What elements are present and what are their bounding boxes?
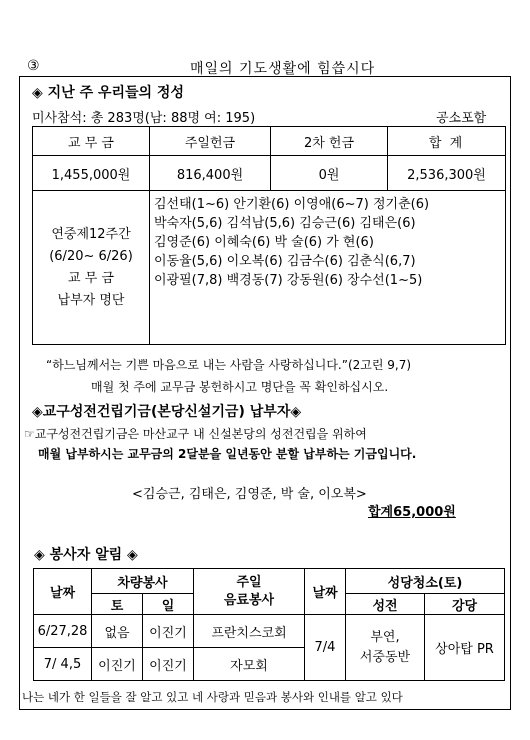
page-number: ③ — [27, 58, 40, 74]
col-drink-line2: 음료봉사 — [223, 592, 275, 608]
payer-names-line: 이광필(7,8) 백경동(7) 강동원(6) 장수선(1~5) — [154, 273, 423, 288]
payment-reminder: 매월 첫 주에 교무금 봉헌하시고 명단을 꼭 확인하십시오. — [91, 380, 389, 394]
attendance-note: 공소포함 — [436, 111, 487, 126]
volunteer-heading: ◈ 봉사자 알림 ◈ — [34, 547, 138, 563]
page-title: 매일의 기도생활에 힘씁시다 — [190, 61, 376, 77]
scripture-quote: “하느님께서는 기쁜 마음으로 내는 사람을 사랑하십니다.”(2고린 9,7) — [46, 358, 412, 372]
col-cleaning: 성당청소(토) — [346, 569, 505, 594]
col-sanctuary: 성전 — [346, 594, 425, 615]
cleaning-sanctuary — [346, 615, 425, 681]
attendance-text: 미사참석: 총 283명(남: 88명 여: 195) — [32, 111, 256, 126]
payer-names-line: 이동율(5,6) 이오복(6) 김금수(6) 김춘식(6,7) — [154, 254, 416, 269]
building-fund-desc-2: 매월 납부하시는 교무금의 2달분을 일년동안 분할 납부하는 기금입니다. — [38, 447, 417, 461]
payer-names-line: 박숙자(5,6) 김석남(5,6) 김승근(6) 김태은(6) — [154, 216, 416, 231]
col-saturday: 토 — [92, 594, 143, 615]
col-hall: 강당 — [425, 594, 505, 615]
cleaning-sanctuary-line2: 서중동반 — [359, 649, 411, 665]
offering-table — [32, 126, 506, 345]
row2-drink: 자모회 — [194, 648, 305, 681]
row1-date: 6/27,28 — [34, 615, 92, 648]
period-range: (6/20~ 6/26) — [49, 248, 133, 264]
row2-sunday: 이진기 — [143, 648, 194, 681]
payer-names-line: 김선태(1~6) 안기환(6) 이영애(6~7) 정기춘(6) — [154, 197, 430, 212]
footer-verse: 나는 네가 한 일들을 잘 알고 있고 네 사랑과 믿음과 봉사와 인내를 알고 있다 — [22, 690, 403, 704]
building-fund-heading: ◈교구성전건립기금(본당신설기금) 납부자◈ — [32, 404, 302, 420]
col-header-second: 2차 헌금 — [271, 127, 388, 156]
value-second: 0원 — [271, 156, 388, 191]
col-drink-line1: 주일 — [236, 574, 262, 590]
gyomugeum-label: 교 무 금 — [68, 270, 114, 286]
payer-list-title: 납부자 명단 — [57, 292, 125, 308]
cleaning-hall: 상아탑 PR — [425, 615, 505, 681]
period-label: 연중제12주간 — [51, 226, 131, 242]
building-fund-total: 합계65,000원 — [368, 505, 456, 520]
value-total: 2,536,300원 — [388, 156, 506, 191]
cleaning-sanctuary-line1: 부연, — [370, 629, 400, 645]
volunteer-table — [33, 568, 505, 681]
payer-names — [150, 191, 506, 345]
payer-list-label — [33, 191, 150, 345]
row1-sunday: 이진기 — [143, 615, 194, 648]
offering-heading: ◈ 지난 주 우리들의 정성 — [32, 85, 184, 101]
cleaning-date: 7/4 — [305, 615, 346, 681]
col-date: 날짜 — [34, 569, 92, 615]
value-sunday: 816,400원 — [150, 156, 271, 191]
col-date-2: 날짜 — [305, 569, 346, 615]
col-drink — [194, 569, 305, 615]
row1-saturday: 없음 — [92, 615, 143, 648]
row1-drink: 프란치스코회 — [194, 615, 305, 648]
col-header-sunday: 주일헌금 — [150, 127, 271, 156]
building-fund-desc-1: ☞교구성전건립기금은 마산교구 내 신설본당의 성전건립을 위하여 — [24, 427, 367, 441]
building-fund-donors: <김승근, 김태은, 김영준, 박 술, 이오복> — [132, 487, 367, 502]
col-header-total: 합 계 — [388, 127, 506, 156]
row2-date: 7/ 4,5 — [34, 648, 92, 681]
col-header-gyomugeum: 교 무 금 — [33, 127, 150, 156]
col-vehicle: 차량봉사 — [92, 569, 194, 594]
col-sunday: 일 — [143, 594, 194, 615]
payer-names-line: 김영준(6) 이혜숙(6) 박 술(6) 가 현(6) — [154, 235, 374, 250]
value-gyomugeum: 1,455,000원 — [33, 156, 150, 191]
row2-saturday: 이진기 — [92, 648, 143, 681]
